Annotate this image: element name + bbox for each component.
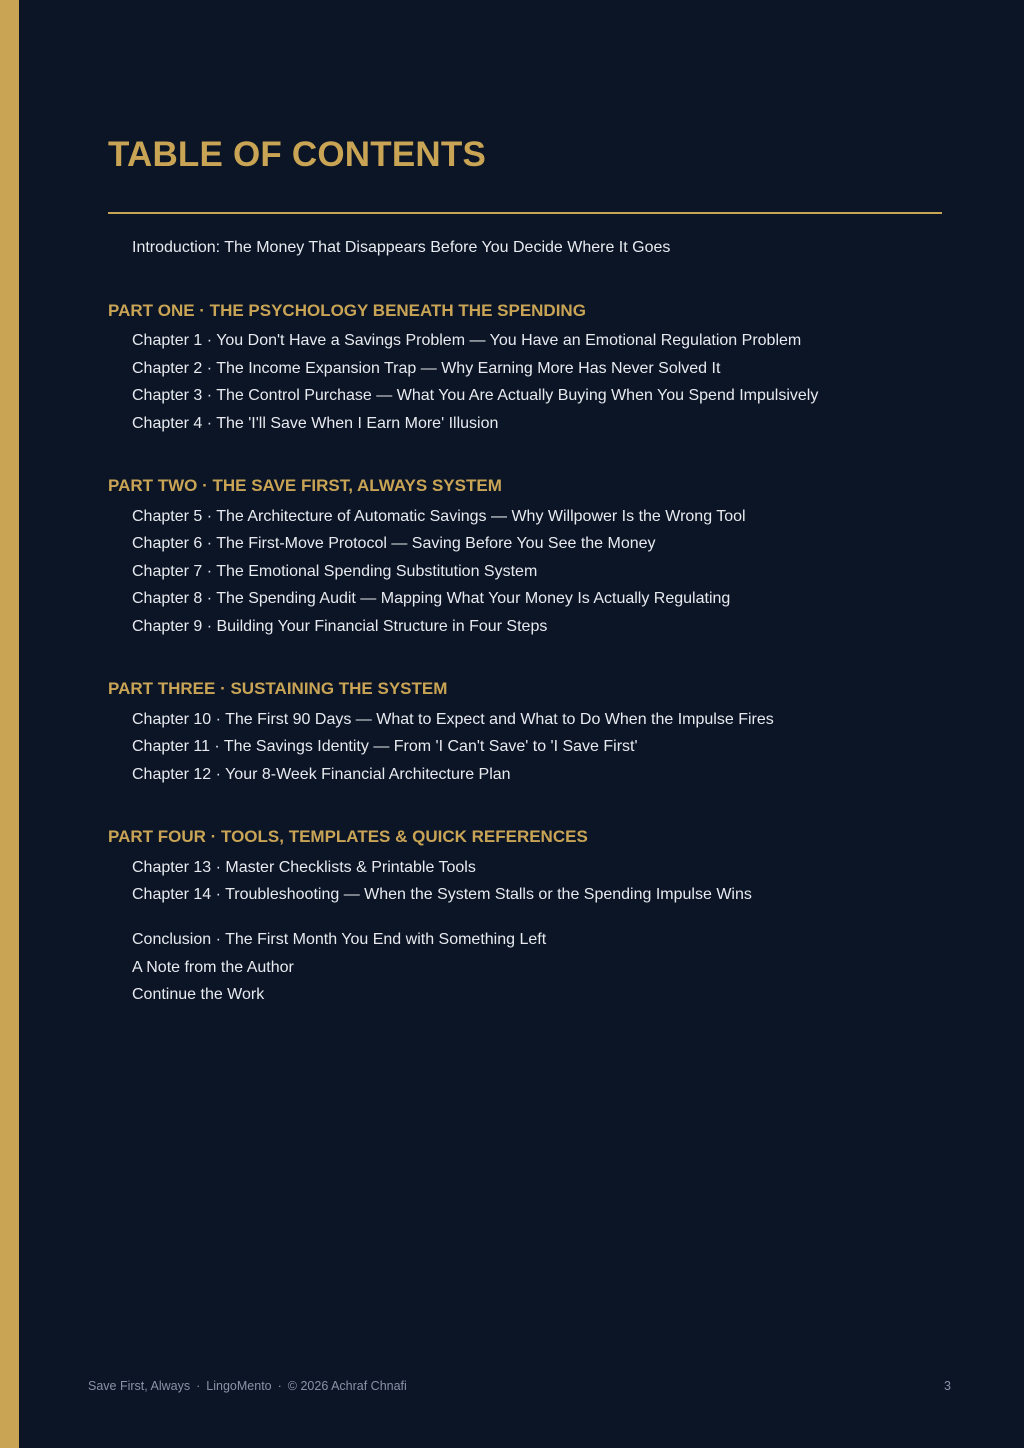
part-heading-four: PART FOUR · TOOLS, TEMPLATES & QUICK REFERENCES: [108, 827, 588, 846]
toc-entry-chapter-5[interactable]: Chapter 5 · The Architecture of Automatic Savings — Why Willpower Is the Wrong Tool: [132, 508, 746, 525]
toc-entry-chapter-8[interactable]: Chapter 8 · The Spending Audit — Mapping What Your Money Is Actually Regulating: [132, 590, 731, 607]
toc-entry-chapter-7[interactable]: Chapter 7 · The Emotional Spending Substitution System: [132, 563, 538, 580]
toc-entry-chapter-2[interactable]: Chapter 2 · The Income Expansion Trap — Why Earning More Has Never Solved It: [132, 360, 721, 377]
toc-entry-chapter-14[interactable]: Chapter 14 · Troubleshooting — When the System Stalls or the Spending Impulse Wins: [132, 886, 752, 903]
footer-publisher: LingoMento: [206, 1379, 272, 1393]
toc-entry-chapter-10[interactable]: Chapter 10 · The First 90 Days — What to Expect and What to Do When the Impulse Fires: [132, 711, 774, 728]
toc-entry-conclusion[interactable]: Conclusion · The First Month You End with Something Left: [132, 931, 547, 948]
toc-entry-chapter-4[interactable]: Chapter 4 · The 'I'll Save When I Earn More' Illusion: [132, 415, 499, 432]
toc-entry-continue-the-work[interactable]: Continue the Work: [132, 986, 265, 1003]
toc-entry-chapter-3[interactable]: Chapter 3 · The Control Purchase — What You Are Actually Buying When You Spend Impulsively: [132, 387, 819, 404]
accent-stripe: [0, 0, 19, 1448]
page-number: 3: [944, 1379, 951, 1393]
toc-entry-chapter-1[interactable]: Chapter 1 · You Don't Have a Savings Problem — You Have an Emotional Regulation Problem: [132, 332, 802, 349]
part-heading-one: PART ONE · THE PSYCHOLOGY BENEATH THE SPENDING: [108, 301, 586, 320]
toc-entry-introduction[interactable]: Introduction: The Money That Disappears Before You Decide Where It Goes: [132, 239, 671, 256]
footer-separator: ·: [196, 1379, 201, 1393]
toc-entry-chapter-6[interactable]: Chapter 6 · The First-Move Protocol — Saving Before You See the Money: [132, 535, 656, 552]
toc-entry-chapter-12[interactable]: Chapter 12 · Your 8-Week Financial Architecture Plan: [132, 766, 511, 783]
footer-separator: ·: [277, 1379, 282, 1393]
page-title: TABLE OF CONTENTS: [108, 135, 487, 174]
footer-copyright: © 2026 Achraf Chnafi: [287, 1379, 407, 1393]
page-footer: [88, 1377, 407, 1395]
part-heading-three: PART THREE · SUSTAINING THE SYSTEM: [108, 679, 448, 698]
title-divider: [108, 212, 942, 214]
part-heading-two: PART TWO · THE SAVE FIRST, ALWAYS SYSTEM: [108, 476, 502, 495]
toc-entry-chapter-11[interactable]: Chapter 11 · The Savings Identity — From 'I Can't Save' to 'I Save First': [132, 738, 638, 755]
toc-entry-chapter-13[interactable]: Chapter 13 · Master Checklists & Printable Tools: [132, 859, 476, 876]
toc-entry-chapter-9[interactable]: Chapter 9 · Building Your Financial Structure in Four Steps: [132, 618, 548, 635]
toc-entry-author-note[interactable]: A Note from the Author: [132, 959, 294, 976]
footer-book-title: Save First, Always: [88, 1379, 191, 1393]
